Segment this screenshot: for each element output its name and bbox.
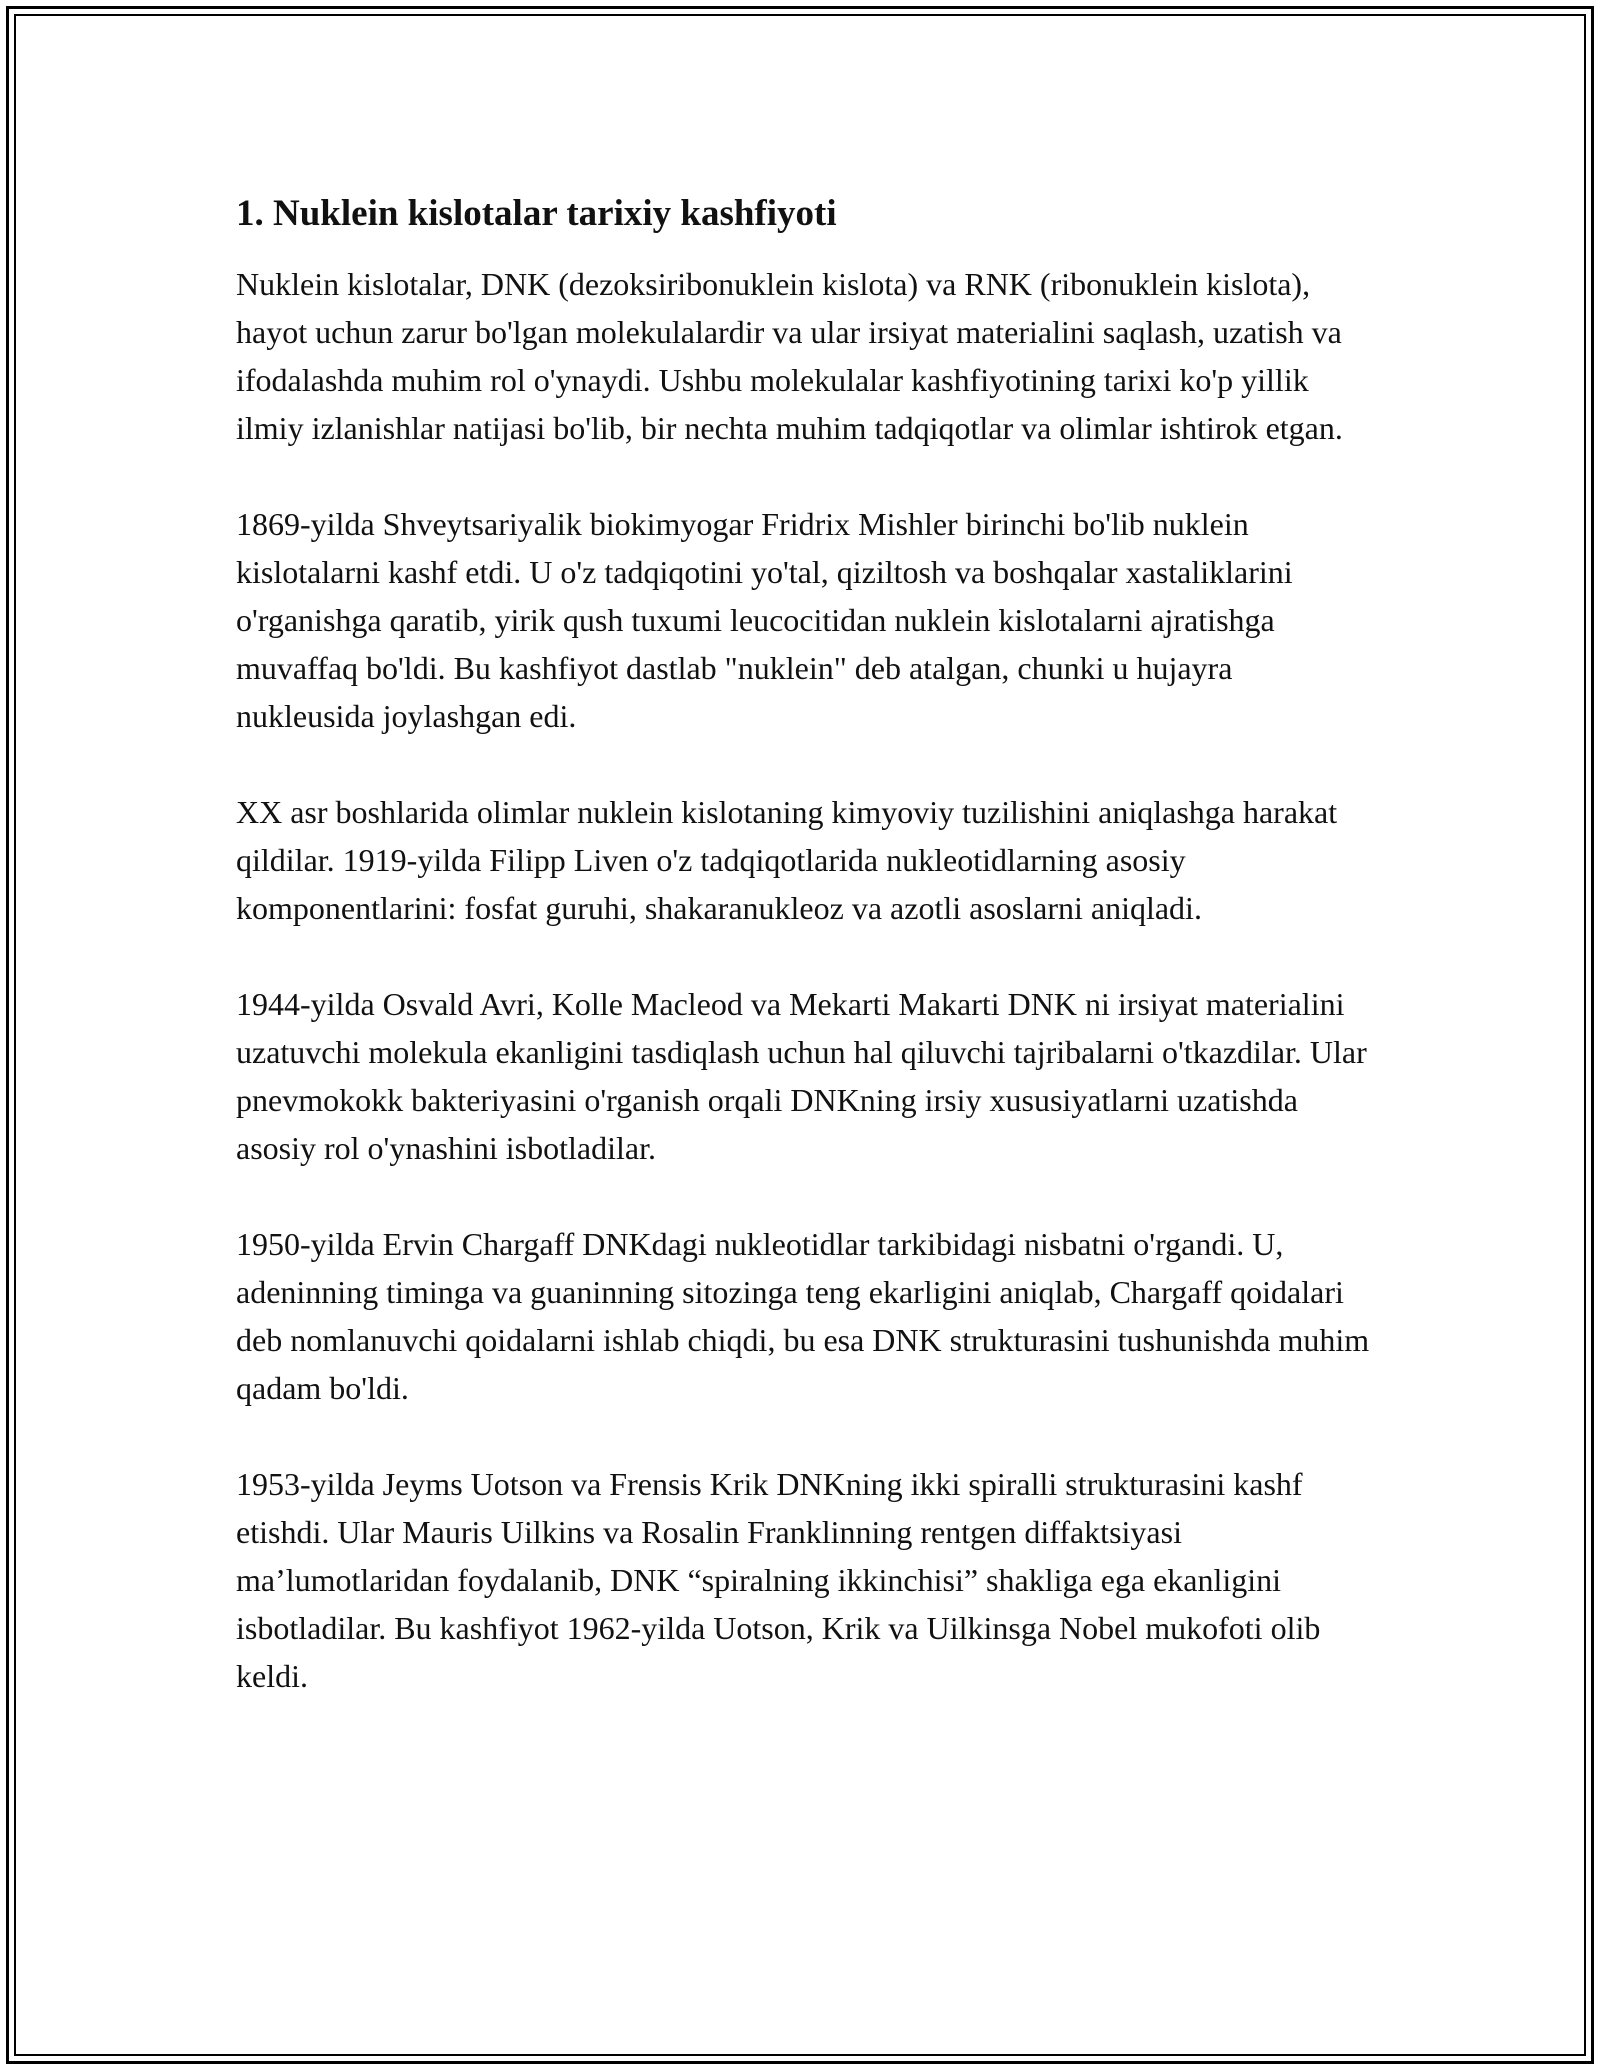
paragraph-1953-watson-crick: 1953-yilda Jeyms Uotson va Frensis Krik DNKning ikki spiralli strukturasini kashf etishdi. Ular Mauris Uilkins va Rosalin Franklinning rentgen diffaktsiyasi ma’lumotlaridan foydalanib, DNK “spiralning ikkinchisi” shakliga ega ekanligini isbotladilar. Bu kashfiyot 1962-yilda Uotson, Krik va Uilkinsga Nobel mukofoti olib keldi. (236, 1466, 1321, 1694)
paragraph-intro: Nuklein kislotalar, DNK (dezoksiribonuklein kislota) va RNK (ribonuklein kislota), hayot uchun zarur bo'lgan molekulalardir va ular irsiyat materialini saqlash, uzatish va ifodalashda muhim rol o'ynaydi. Ushbu molekulalar kashfiyotining tarixi ko'p yillik ilmiy izlanishlar natijasi bo'lib, bir nechta muhim tadqiqotlar va olimlar ishtirok etgan. (236, 266, 1343, 446)
paragraph-1950-chargaff: 1950-yilda Ervin Chargaff DNKdagi nukleotidlar tarkibidagi nisbatni o'rgandi. U, adeninning timinga va guaninning sitozinga teng ekarligini aniqlab, Chargaff qoidalari deb nomlanuvchi qoidalarni ishlab chiqdi, bu esa DNK strukturasini tushunishda muhim qadam bo'ldi. (236, 1226, 1370, 1406)
paragraph-xx-century-liven: XX asr boshlarida olimlar nuklein kislotaning kimyoviy tuzilishini aniqlashga harakat qildilar. 1919-yilda Filipp Liven o'z tadqiqotlarida nukleotidlarning asosiy komponentlarini: fosfat guruhi, shakaranukleoz va azotli asoslarni aniqladi. (236, 794, 1338, 926)
paragraph-1944-avri: 1944-yilda Osvald Avri, Kolle Macleod va Mekarti Makarti DNK ni irsiyat materialini uzatuvchi molekula ekanligini tasdiqlash uchun hal qiluvchi tajribalarni o'tkazdilar. Ular pnevmokokk bakteriyasini o'rganish orqali DNKning irsiy xususiyatlarni uzatishda asosiy rol o'ynashini isbotladilar. (236, 986, 1367, 1166)
paragraph-1869-mishler: 1869-yilda Shveytsariyalik biokimyogar Fridrix Mishler birinchi bo'lib nuklein kislotalarni kashf etdi. U o'z tadqiqotini yo'tal, qiziltosh va boshqalar xastaliklarini o'rganishga qaratib, yirik qush tuxumi leucocitidan nuklein kislotalarni ajratishga muvaffaq bo'ldi. Bu kashfiyot dastlab "nuklein" deb atalgan, chunki u hujayra nukleusida joylashgan edi. (236, 506, 1293, 734)
section-heading: 1. Nuklein kislotalar tarixiy kashfiyoti (236, 193, 837, 234)
document-body (236, 188, 1376, 1748)
